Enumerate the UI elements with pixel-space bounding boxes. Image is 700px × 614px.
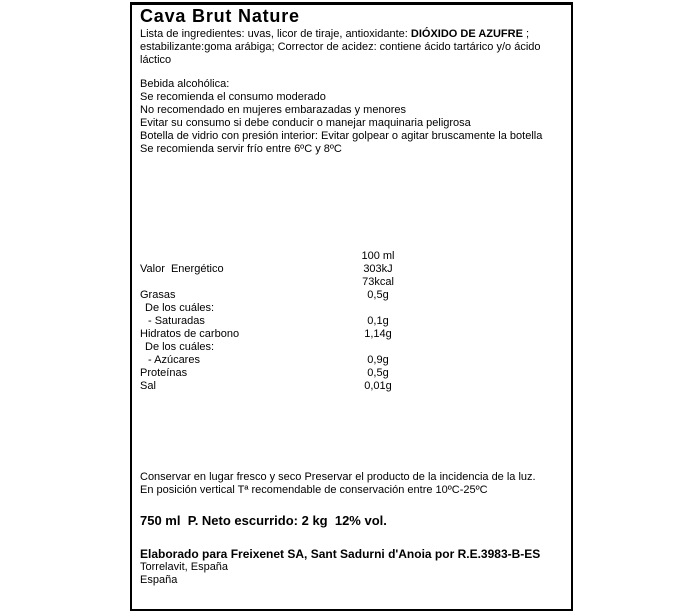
nutrient-value: 73kcal [362,276,394,288]
producer-block [140,547,563,587]
warning-line: Se recomienda servir frío entre 6ºC y 8ºC [140,143,342,155]
nutrition-row [140,276,563,289]
nutrient-label: De los cuáles: [145,341,215,353]
ingredients-suffix: ; estabilizante:goma arábiga; Corrector de acidez: contiene ácido tartárico y/o ácido láctico [140,28,541,66]
product-label [130,2,573,611]
ingredients-paragraph [140,28,563,67]
nutrition-table [140,250,563,393]
producer-country-line: España [140,574,178,586]
nutrient-label: Hidratos de carbono [140,328,240,340]
warnings-block [140,78,563,156]
nutrition-row [140,367,563,380]
warning-line: Evitar su consumo si debe conducir o manejar maquinaria peligrosa [140,117,471,129]
nutrient-value: 0,1g [367,315,389,327]
nutrition-row [140,263,563,276]
nutrition-row [140,315,563,328]
nutrient-value: 1,14g [364,328,392,340]
nutrient-value: 0,5g [367,367,389,379]
nutrient-label: Valor Energético [140,263,224,275]
nutrition-row [140,328,563,341]
nutrition-column-header: 100 ml [361,250,395,262]
storage-line: Conservar en lugar fresco y seco Preservar el producto de la incidencia de la luz. [140,471,536,483]
nutrition-header-row [140,250,563,263]
warning-line: Botella de vidrio con presión interior: Evitar golpear o agitar bruscamente la botella [140,130,543,142]
storage-block [140,471,563,497]
nutrient-label: De los cuáles: [145,302,215,314]
nutrient-value: 0,9g [367,354,389,366]
nutrition-row [140,380,563,393]
nutrient-value: 0,5g [367,289,389,301]
product-title: Cava Brut Nature [140,6,300,26]
storage-line: En posición vertical Tª recomendable de conservación entre 10ºC-25ºC [140,484,488,496]
nutrition-row [140,302,563,315]
nutrient-label: - Saturadas [148,315,205,327]
nutrition-row [140,289,563,302]
nutrition-row [140,341,563,354]
nutrient-label: Proteínas [140,367,188,379]
nutrient-value: 303kJ [363,263,393,275]
producer-name-line: Elaborado para Freixenet SA, Sant Sadurni d'Anoia por R.E.3983-B-ES [140,547,541,561]
producer-city-line: Torrelavit, España [140,561,229,573]
nutrient-label: - Azúcares [148,354,200,366]
warning-line: Bebida alcohólica: [140,78,230,90]
nutrient-label: Sal [140,380,156,392]
warning-line: No recomendado en mujeres embarazadas y menores [140,104,406,116]
allergen-name: DIÓXIDO DE AZUFRE [410,28,523,40]
warning-line: Se recomienda el consumo moderado [140,91,326,103]
net-contents: 750 ml P. Neto escurrido: 2 kg 12% vol. [140,513,387,528]
nutrient-value: 0,01g [364,380,392,392]
nutrition-row [140,354,563,367]
ingredients-prefix: Lista de ingredientes: uvas, licor de tiraje, antioxidante: [140,28,411,40]
nutrient-label: Grasas [140,289,176,301]
